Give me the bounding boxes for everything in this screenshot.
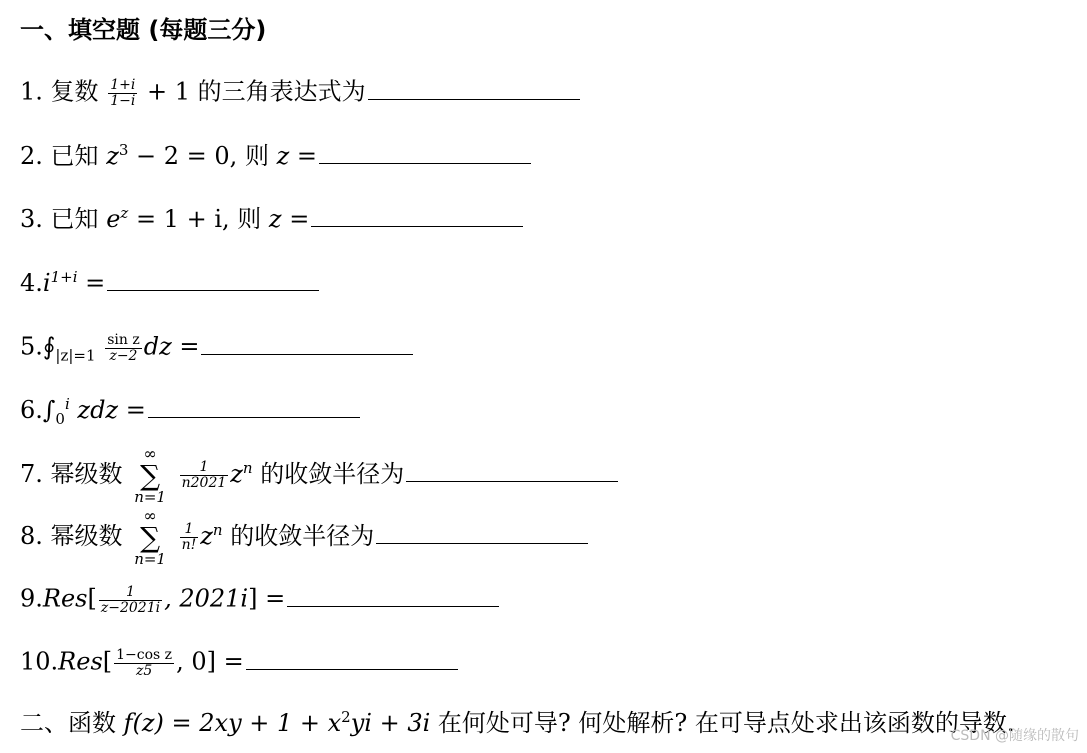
q5-answer-blank (201, 334, 413, 355)
q8-summation (134, 508, 166, 567)
q2-answer-blank (319, 143, 531, 164)
q8-term-sup: n (212, 521, 223, 539)
section2-prefix: 二、函数 (20, 709, 116, 737)
summation-symbol: ∑ (140, 459, 161, 492)
q2-rest: − 2 = 0, (136, 142, 238, 170)
q1-frac-num: 1+i (110, 77, 136, 93)
contour-integral-symbol: ∮ (42, 332, 56, 361)
q8-sum-top: ∞ (143, 506, 157, 525)
question-2 (20, 143, 531, 168)
q8-fraction (180, 522, 199, 552)
q6-lower-limit: 0 (55, 409, 65, 428)
q8-answer-blank (376, 523, 588, 544)
q7-prefix: 幂级数 (50, 460, 123, 488)
q9-frac-num: 1 (99, 585, 162, 601)
q3-eq: = (289, 205, 310, 233)
section2-question (20, 710, 1015, 735)
q9-number: 9. (20, 584, 43, 613)
q10-answer-blank (246, 649, 458, 670)
q3-then: 则 (237, 205, 262, 233)
q7-sum-top: ∞ (143, 444, 157, 463)
q10-fraction (114, 648, 174, 678)
q7-summation (134, 446, 166, 505)
q3-var: z (268, 205, 282, 233)
q10-frac-num: 1−cos z (116, 647, 173, 663)
question-3 (20, 206, 523, 231)
q9-answer-blank (287, 586, 499, 607)
summation-symbol: ∑ (140, 521, 161, 554)
section2-rest: yi + 3i (350, 709, 431, 737)
section2-tail: 在何处可导? 何处解析? 在可导点处求出该函数的导数. (437, 709, 1015, 737)
q7-answer-blank (406, 461, 618, 482)
q3-base: e (106, 205, 121, 233)
q10-rest: , 0 (176, 647, 207, 676)
q8-term: z (200, 522, 213, 550)
q2-base: z (106, 142, 119, 170)
q8-frac-num: 1 (180, 522, 199, 538)
q8-sum-bottom: n=1 (134, 550, 166, 568)
section2-x-sup: 2 (341, 708, 351, 726)
q10-number: 10. (20, 647, 59, 676)
q1-answer-blank (368, 79, 580, 100)
q6-upper-limit: i (64, 395, 70, 413)
q7-frac-num: 1 (180, 460, 229, 476)
q8-tail: 的收敛半径为 (230, 522, 375, 550)
q3-prefix: 已知 (50, 205, 99, 233)
q7-term-sup: n (242, 459, 253, 477)
q6-answer-blank (148, 397, 360, 418)
q4-sup: 1+i (50, 268, 78, 286)
section2-function: f(z) = 2xy + 1 + x (123, 709, 342, 737)
question-8 (20, 508, 588, 567)
q7-fraction (180, 460, 229, 490)
q9-eq: = (265, 584, 286, 613)
q5-eq: = (179, 332, 200, 361)
q8-frac-den: n! (181, 537, 197, 553)
q3-number: 3. (20, 205, 43, 233)
question-1 (20, 78, 580, 108)
q5-dz: dz (143, 332, 172, 361)
q7-frac-den: n2021 (181, 475, 227, 491)
question-10 (20, 648, 458, 678)
q9-res: Res (42, 584, 88, 613)
question-4 (20, 270, 319, 295)
q9-frac-den: z−2021i (100, 599, 161, 616)
q2-number: 2. (20, 142, 43, 170)
q7-number: 7. (20, 460, 43, 488)
q10-frac-den: z5 (135, 662, 153, 679)
q10-res: Res (58, 647, 103, 676)
q3-sup: z (120, 204, 129, 222)
question-9 (20, 585, 499, 615)
q5-frac-den: z−2 (109, 347, 138, 364)
q2-prefix: 已知 (50, 142, 99, 170)
q10-eq: = (223, 647, 244, 676)
q9-close: ] (248, 584, 258, 613)
q2-eq: = (296, 142, 317, 170)
q4-number: 4. (20, 269, 43, 297)
q9-rest: , 2021i (164, 584, 249, 613)
q3-answer-blank (311, 206, 523, 227)
q4-answer-blank (107, 270, 319, 291)
q2-var: z (276, 142, 290, 170)
q7-tail: 的收敛半径为 (260, 460, 405, 488)
q5-fraction (105, 333, 142, 363)
q4-base: i (42, 269, 51, 297)
q8-prefix: 幂级数 (50, 522, 123, 550)
q5-number: 5. (20, 332, 43, 361)
q9-open: [ (87, 584, 97, 613)
question-5 (20, 333, 413, 363)
q1-tail: 的三角表达式为 (197, 77, 366, 106)
q6-number: 6. (20, 396, 43, 424)
q4-eq: = (85, 269, 106, 297)
q3-rest: = 1 + i, (135, 205, 230, 233)
q2-sup: 3 (118, 141, 129, 159)
q1-fraction (108, 78, 137, 108)
q10-open: [ (102, 647, 113, 676)
q10-close: ] (206, 647, 216, 676)
q7-sum-bottom: n=1 (134, 488, 166, 506)
q8-number: 8. (20, 522, 43, 550)
q5-sub: |z|=1 (55, 346, 96, 365)
section1-title: 一、填空题 (每题三分) (20, 16, 267, 44)
q2-then: 则 (244, 142, 269, 170)
question-7 (20, 446, 618, 505)
question-6 (20, 397, 360, 427)
q1-prefix: 复数 (50, 77, 99, 106)
q5-frac-num: sin z (107, 332, 140, 348)
watermark: CSDN @随缘的散句 (950, 728, 1079, 744)
q1-after: + 1 (146, 77, 190, 106)
q9-fraction (99, 585, 162, 615)
q1-number: 1. (20, 77, 43, 106)
q6-eq: = (125, 396, 146, 424)
integral-symbol: ∫ (42, 396, 56, 424)
q6-body: zdz (77, 396, 119, 424)
q1-frac-den: 1−i (110, 92, 136, 109)
q7-term: z (230, 460, 243, 488)
